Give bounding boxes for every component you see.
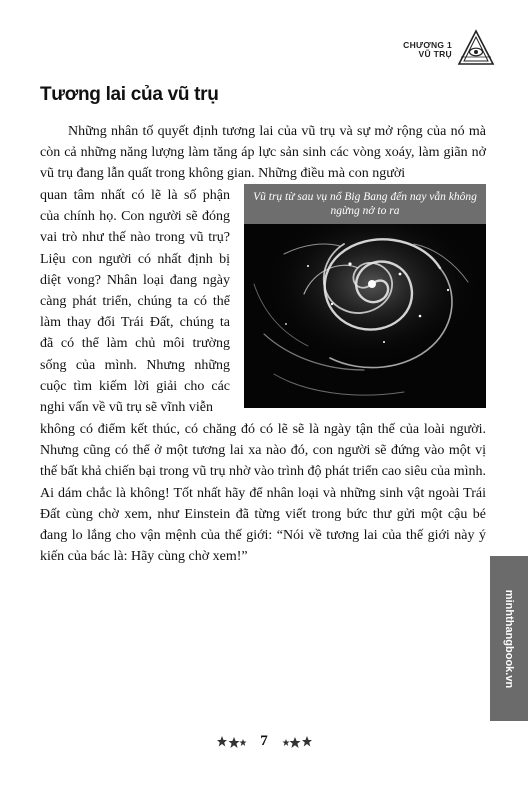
- paragraph-text: Những nhân tố quyết định tương lai của vũ trụ và sự mở rộng của nó mà còn cả những năng lượng làm tăng áp lực sản sinh các vòng xoáy, làm giãn nở vũ trụ đang lẫn quất trong không gian. Những điều mà con người: [40, 124, 486, 182]
- side-tab: [490, 556, 528, 721]
- page-footer: [0, 733, 528, 750]
- paragraph-intro: [40, 121, 486, 185]
- paragraph-text: không có điểm kết thúc, có chăng đó có lẽ sẽ là ngày tận thế của loài người. Nhưng cũng có thể ở một tương lai xa nào đó, con người sẽ đứng vào một vị thế bất khả chiến bại trong vũ trụ nhờ vào trình độ phát triển cao siêu của mình. Ai dám chắc là không! Tốt nhất hãy để nhân loại và những sinh vật ngoài Trái Đất cùng chờ xem, như Einstein đã từng viết trong bức thư gửi một cậu bé đang lo lắng cho vận mệnh của thế giới: “Nói về tương lai của thế giới này ý kiến của bác là: Hãy cùng chờ xem!”: [40, 422, 486, 565]
- paragraph-closing: [40, 419, 486, 567]
- star-ornament-icon: [217, 736, 247, 748]
- star-ornament-icon: [282, 736, 312, 748]
- chapter-number: CHƯƠNG 1: [403, 40, 452, 50]
- section-title: Tương lai của vũ trụ: [40, 84, 219, 105]
- figure-galaxy: [244, 184, 486, 408]
- side-tab-label: minhthangbook.vn: [503, 589, 515, 688]
- chapter-label: [403, 41, 452, 59]
- paragraph-wrapped: [40, 185, 230, 418]
- eye-pyramid-icon: [456, 28, 496, 68]
- chapter-name: VŨ TRỤ: [418, 49, 452, 59]
- page-number: 7: [260, 733, 268, 750]
- figure-caption: Vũ trụ từ sau vụ nổ Big Bang đến nay vẫn không ngừng nở to ra: [244, 184, 486, 224]
- paragraph-text: quan tâm nhất có lẽ là số phận của chính họ. Con người sẽ đóng vai trò như thế nào trong vũ trụ? Liệu con người có nhất định bị diệt vong? Nhân loại đang ngày càng phát triển, chúng ta có thể làm thay đổi Trái Đất, chúng ta đã có thể làm chủ môi trường sống của mình. Nhưng những cuộc tìm kiếm lời giải cho các nghi vấn về vũ trụ sẽ vĩnh viễn: [40, 188, 230, 416]
- galaxy-image: [244, 224, 486, 408]
